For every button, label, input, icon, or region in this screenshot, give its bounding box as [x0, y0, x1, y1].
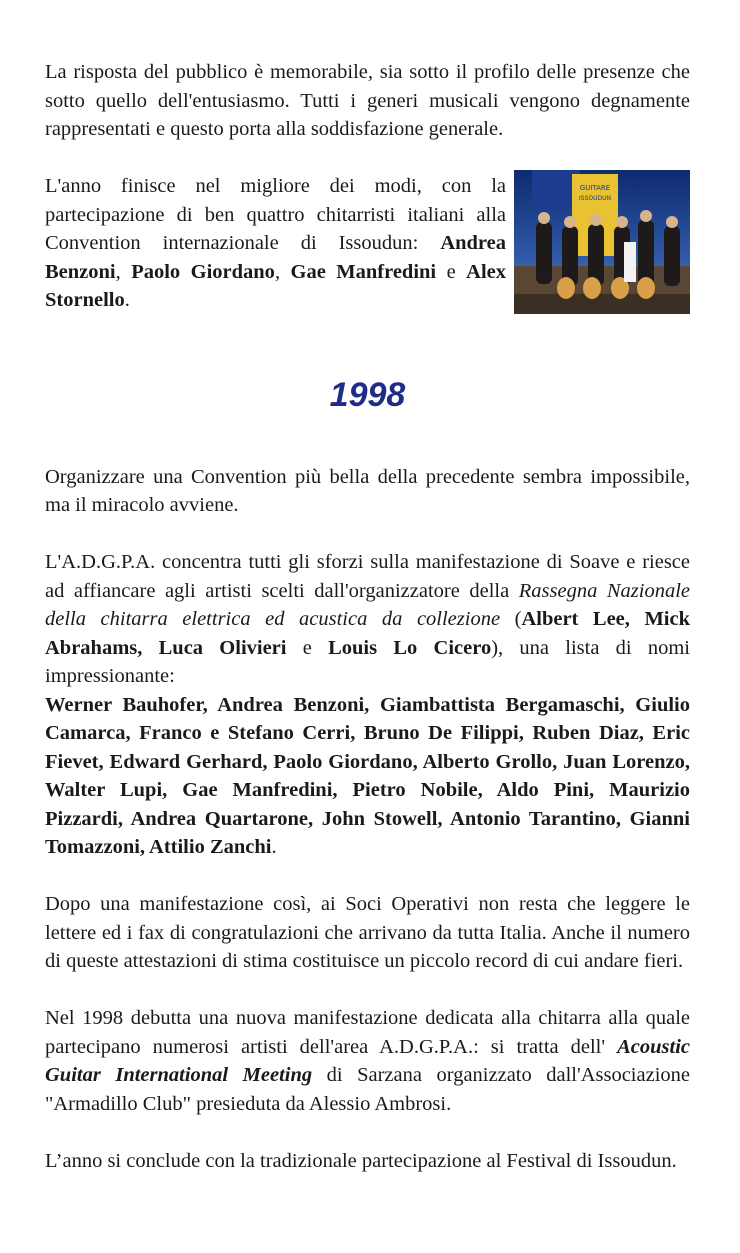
svg-text:ISSOUDUN: ISSOUDUN	[578, 195, 612, 202]
paragraph-closing: L’anno si conclude con la tradizionale partecipazione al Festival di Issoudun.	[45, 1149, 677, 1172]
guitarists-photo	[514, 170, 690, 314]
paragraph-audience: La risposta del pubblico è memorabile, sia sotto il profilo delle presenze che sotto quello dell'entusiasmo. Tutti i generi musicali vengono degnamente rappresentati e questo porta alla soddisfazione generale.	[45, 61, 690, 140]
paragraph-congratulations: Dopo una manifestazione così, ai Soci Operativi non resta che leggere le lettere ed i fax di congratulazioni che arrivano da tutta Italia. Anche il numero di queste attestazioni di stima costituisce un piccolo record di cui andare fieri.	[45, 893, 690, 972]
artists-list: Werner Bauhofer, Andrea Benzoni, Giambattista Bergamaschi, Giulio Camarca, Franco e Stefano Cerri, Bruno De Filippi, Ruben Diaz, Eric Fievet, Edward Gerhard, Paolo Giordano, Alberto Grollo, Juan Lorenzo, Walter Lupi, Gae Manfredini, Pietro Nobile, Aldo Pini, Maurizio Pizzardi, Andrea Quartarone, John Stowell, Antonio Tarantino, Gianni Tomazzoni, Attilio Zanchi	[45, 693, 690, 858]
paragraph-convention-issoudun: L'anno finisce nel migliore dei modi, con la partecipazione di ben quattro chitarristi italiani alla Convention internazionale di Issoudun: Andrea Benzoni, Paolo Giordano, Gae Manfredini e Alex Stornello.	[45, 175, 507, 311]
paragraph-sarzana: Nel 1998 debutta una nuova manifestazione dedicata alla chitarra alla quale partecipano numerosi artisti dell'area A.D.G.P.A.: si tratta dell' Acoustic Guitar International Meeting di Sarzana organizzato dall'Associazione "Armadillo Club" presieduta da Alessio Ambrosi.	[45, 1007, 690, 1115]
svg-text:GUITARE: GUITARE	[579, 184, 611, 192]
document-page	[45, 58, 690, 1175]
paragraph-soave: L'A.D.G.P.A. concentra tutti gli sforzi sulla manifestazione di Soave e riesce ad affiancare agli artisti scelti dall'organizzatore della Rassegna Nazionale della chitarra elettrica ed acustica da collezione (Albert Lee, Mick Abrahams, Luca Olivieri e Louis Lo Cicero), una lista di nomi impressionante: Werner Bauhofer, Andrea Benzoni, Giambattista Bergamaschi, Giulio Camarca, Franco e Stefano Cerri, Bruno De Filippi, Ruben Diaz, Eric Fievet, Edward Gerhard, Paolo Giordano, Alberto Grollo, Juan Lorenzo, Walter Lupi, Gae Manfredini, Pietro Nobile, Aldo Pini, Maurizio Pizzardi, Andrea Quartarone, John Stowell, Antonio Tarantino, Gianni Tomazzoni, Attilio Zanchi.	[45, 551, 690, 858]
paragraph-organize: Organizzare una Convention più bella della precedente sembra impossibile, ma il miracolo avviene.	[45, 465, 690, 516]
guitarists-photo-image	[514, 170, 690, 314]
section-year-heading: 1998	[329, 375, 406, 414]
